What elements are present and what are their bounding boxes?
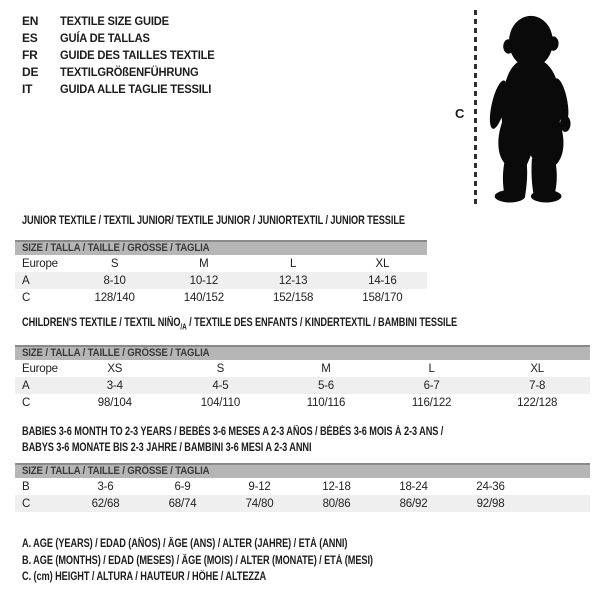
age-cell: 6-9 bbox=[174, 480, 191, 493]
row-label: A bbox=[22, 379, 30, 392]
height-cell: 98/104 bbox=[97, 396, 132, 409]
size-cell: XL bbox=[530, 362, 544, 375]
row-label: Europe bbox=[22, 362, 58, 375]
table-row bbox=[15, 495, 590, 512]
language-code: ES bbox=[22, 30, 38, 45]
height-cell: 110/116 bbox=[306, 396, 346, 409]
children-size-table bbox=[15, 345, 590, 411]
row-label: Europe bbox=[22, 257, 58, 270]
table-row bbox=[15, 394, 590, 411]
footnotes bbox=[22, 536, 461, 586]
language-list bbox=[22, 12, 226, 97]
size-cell: L bbox=[428, 362, 435, 375]
babies-title-line2: BABYS 3-6 MONATE BIS 2-3 JAHRE / BAMBINI 3-6 MESI A 2-3 ANNI bbox=[22, 442, 312, 454]
language-row bbox=[22, 80, 226, 97]
children-section-title bbox=[22, 317, 457, 331]
footnote-b: B. AGE (MONTHS) / EDAD (MESES) / ÂGE (MOIS) / ALTER (MONATE) / ETÀ (MESI) bbox=[22, 554, 373, 567]
language-row bbox=[22, 46, 226, 63]
table-row bbox=[15, 377, 590, 394]
row-label: C bbox=[22, 291, 31, 304]
age-cell: 4-5 bbox=[212, 379, 229, 392]
age-cell: 3-6 bbox=[97, 480, 114, 493]
junior-size-table bbox=[15, 240, 427, 306]
table-row bbox=[15, 255, 427, 272]
age-cell: 3-4 bbox=[106, 379, 123, 392]
age-cell: 18-24 bbox=[399, 480, 428, 493]
height-cell: 92/98 bbox=[476, 497, 505, 510]
age-cell: 10-12 bbox=[189, 274, 219, 287]
language-code: FR bbox=[22, 47, 38, 62]
size-header-bar bbox=[15, 463, 590, 478]
table-row bbox=[15, 272, 427, 289]
table-row bbox=[15, 478, 590, 495]
language-row bbox=[22, 29, 226, 46]
size-cell: L bbox=[290, 257, 297, 270]
size-cell: XS bbox=[107, 362, 123, 375]
language-label: GUIDE DES TAILLES TEXTILE bbox=[60, 47, 215, 62]
language-code: IT bbox=[22, 81, 33, 96]
size-header-label: SIZE / TALLA / TAILLE / GRÖSSE / TAGLIA bbox=[22, 242, 210, 254]
size-header-label: SIZE / TALLA / TAILLE / GRÖSSE / TAGLIA bbox=[22, 465, 210, 477]
row-label: C bbox=[22, 396, 31, 409]
height-cell: 116/122 bbox=[411, 396, 452, 409]
height-cell: 86/92 bbox=[399, 497, 428, 510]
language-label: TEXTILGRÖßENFÜHRUNG bbox=[60, 64, 199, 79]
age-cell: 5-6 bbox=[317, 379, 334, 392]
age-cell: 24-36 bbox=[476, 480, 505, 493]
age-cell: 9-12 bbox=[248, 480, 271, 493]
measure-label-c: C bbox=[455, 106, 465, 121]
height-cell: 128/140 bbox=[94, 291, 135, 304]
height-cell: 68/74 bbox=[168, 497, 197, 510]
children-title-post: / TEXTILE DES ENFANTS / KINDERTEXTIL / BAMBINI TESSILE bbox=[186, 317, 458, 329]
height-cell: 80/86 bbox=[322, 497, 351, 510]
height-cell: 74/80 bbox=[245, 497, 274, 510]
baby-silhouette-icon bbox=[487, 8, 571, 207]
language-row bbox=[22, 12, 226, 29]
language-code: EN bbox=[22, 13, 39, 28]
size-cell: S bbox=[110, 257, 119, 270]
height-cell: 62/68 bbox=[91, 497, 120, 510]
language-label: GUIDA ALLE TAGLIE TESSILI bbox=[60, 81, 212, 96]
row-label: B bbox=[22, 480, 30, 493]
language-label: GUÍA DE TALLAS bbox=[60, 30, 150, 45]
size-cell: XL bbox=[375, 257, 390, 270]
height-cell: 140/152 bbox=[183, 291, 224, 304]
table-row bbox=[15, 289, 427, 306]
footnote-c: C. (cm) HEIGHT / ALTURA / HAUTEUR / HÖHE / ALTEZZA bbox=[22, 571, 267, 583]
babies-section-title bbox=[22, 424, 549, 456]
size-cell: M bbox=[321, 362, 331, 375]
language-row bbox=[22, 63, 226, 80]
age-cell: 6-7 bbox=[423, 379, 440, 392]
age-cell: 14-16 bbox=[368, 274, 397, 287]
height-cell: 122/128 bbox=[517, 396, 558, 409]
children-title-sub: /A bbox=[180, 322, 187, 332]
babies-title-line1: BABIES 3-6 MONTH TO 2-3 YEARS / BEBÉS 3-6 MESES A 2-3 AÑOS / BÉBÉS 3-6 MOIS À 2-3 ANS / bbox=[22, 426, 444, 438]
height-cell: 158/170 bbox=[362, 291, 403, 304]
figure-height-measure bbox=[445, 6, 595, 210]
age-cell: 8-10 bbox=[103, 274, 126, 287]
size-header-label: SIZE / TALLA / TAILLE / GRÖSSE / TAGLIA bbox=[22, 347, 210, 359]
height-cell: 152/158 bbox=[273, 291, 314, 304]
babies-size-table bbox=[15, 463, 590, 512]
height-measure-line bbox=[474, 10, 477, 206]
table-row bbox=[15, 360, 590, 377]
height-cell: 104/110 bbox=[200, 396, 241, 409]
size-header-bar bbox=[15, 345, 590, 360]
age-cell: 7-8 bbox=[529, 379, 546, 392]
row-label: C bbox=[22, 497, 31, 510]
size-header-bar bbox=[15, 240, 427, 255]
row-label: A bbox=[22, 274, 30, 287]
language-label: TEXTILE SIZE GUIDE bbox=[60, 13, 169, 28]
size-cell: S bbox=[216, 362, 225, 375]
size-cell: M bbox=[199, 257, 209, 270]
age-cell: 12-18 bbox=[322, 480, 351, 493]
language-code: DE bbox=[22, 64, 39, 79]
junior-section-title: JUNIOR TEXTILE / TEXTIL JUNIOR/ TEXTILE JUNIOR / JUNIORTEXTIL / JUNIOR TESSILE bbox=[22, 215, 405, 227]
footnote-a: A. AGE (YEARS) / EDAD (AÑOS) / ÂGE (ANS) / ALTER (JAHRE) / ETÀ (ANNI) bbox=[22, 538, 348, 550]
children-title-pre: CHILDREN'S TEXTILE / TEXTIL NIÑO bbox=[22, 317, 181, 329]
age-cell: 12-13 bbox=[278, 274, 308, 287]
